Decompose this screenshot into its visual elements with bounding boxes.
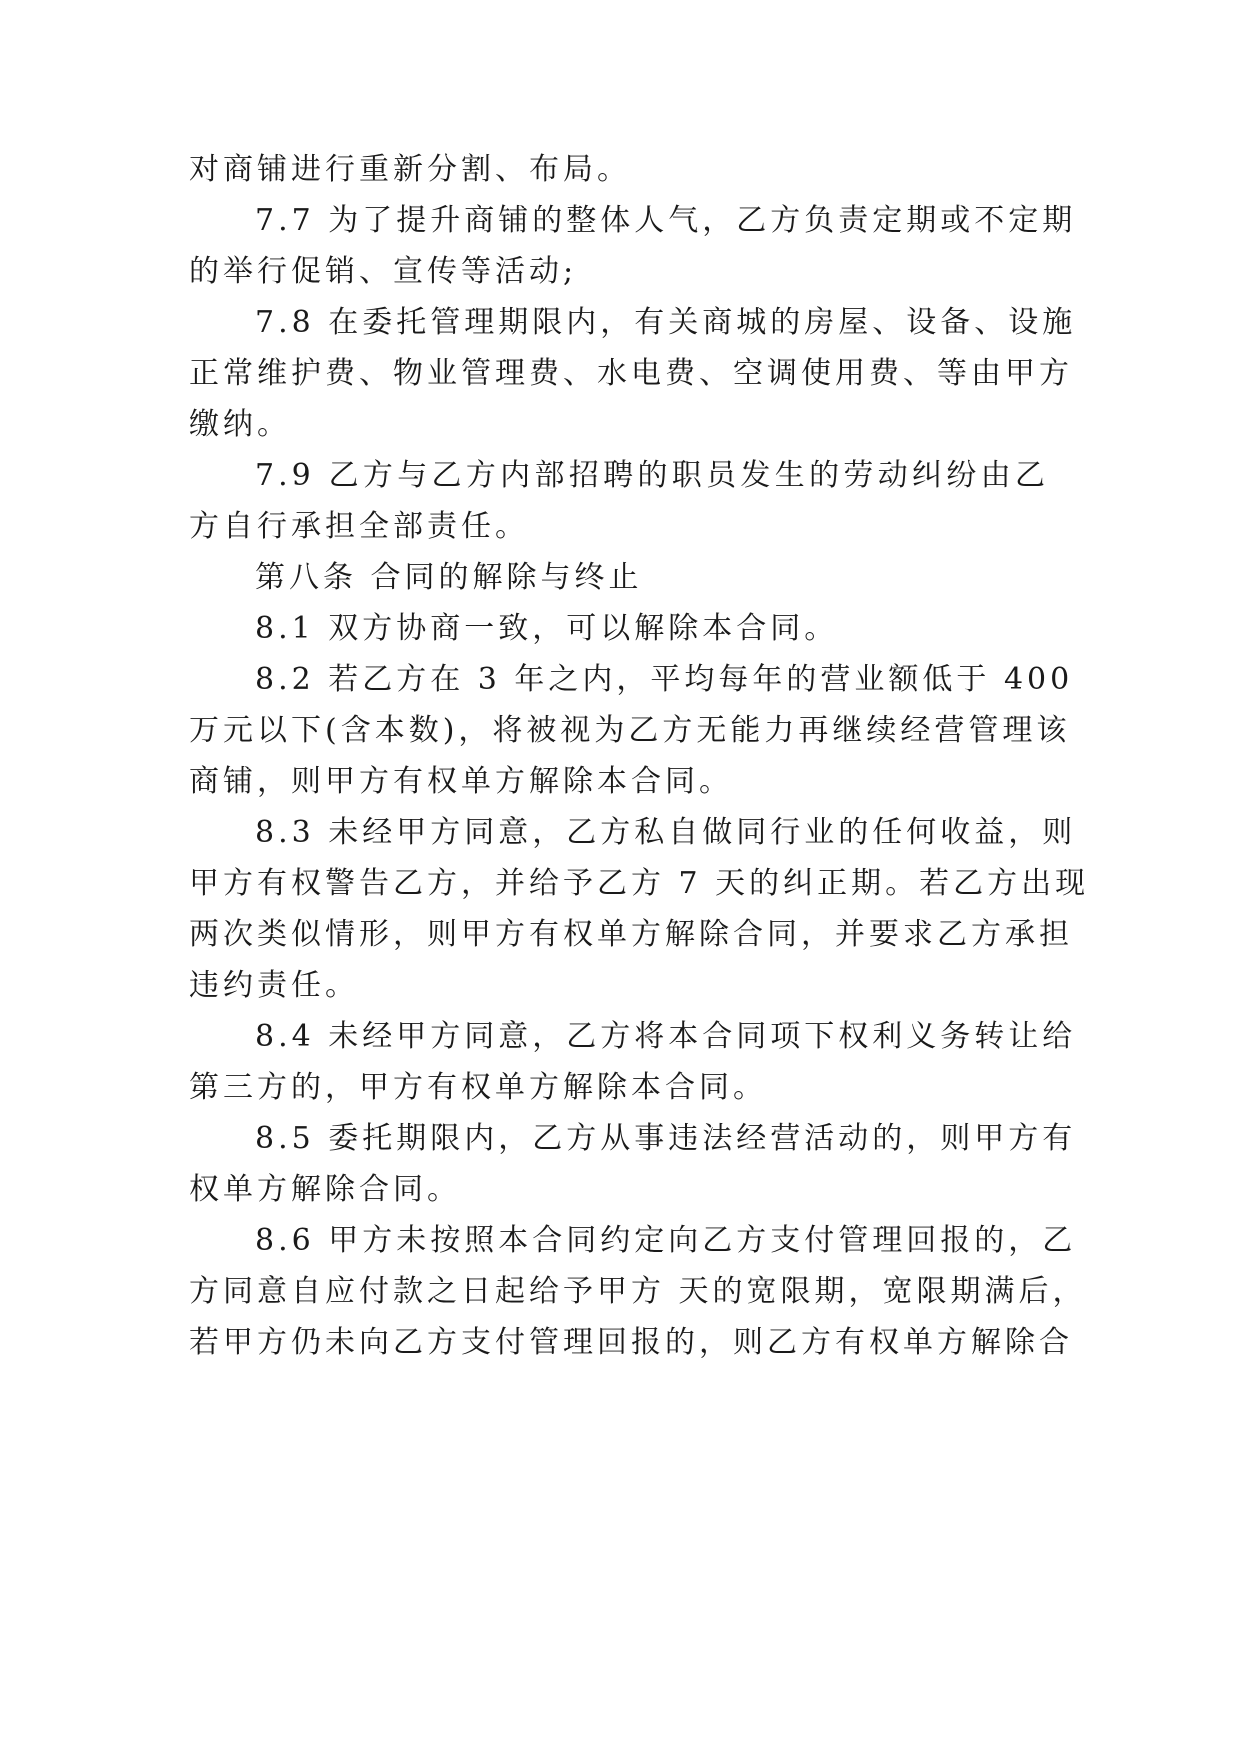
text-line: 7.9 乙方与乙方内部招聘的职员发生的劳动纠纷由乙 [255,458,1049,493]
text-line: 甲方有权警告乙方，并给予乙方 7 天的纠正期。若乙方出现 [189,866,1090,901]
text-line: 8.6 甲方未按照本合同约定向乙方支付管理回报的，乙 [255,1223,1077,1258]
text-line: 7.8 在委托管理期限内，有关商城的房屋、设备、设施 [255,305,1077,340]
text-line: 8.1 双方协商一致，可以解除本合同。 [255,611,839,646]
text-line: 8.2 若乙方在 3 年之内，平均每年的营业额低于 400 [255,662,1074,697]
text-line: 正常维护费、物业管理费、水电费、空调使用费、等由甲方 [189,356,1073,391]
text-line: 第三方的，甲方有权单方解除本合同。 [189,1070,767,1105]
text-line: 方自行承担全部责任。 [189,509,529,544]
text-line: 方同意自应付款之日起给予甲方 天的宽限期，宽限期满后， [189,1274,1087,1309]
text-line: 缴纳。 [189,407,291,442]
text-line: 的举行促销、宣传等活动; [189,254,578,289]
text-line: 若甲方仍未向乙方支付管理回报的，则乙方有权单方解除合 [189,1325,1073,1360]
text-line: 商铺，则甲方有权单方解除本合同。 [189,764,733,799]
text-line: 万元以下(含本数)，将被视为乙方无能力再继续经营管理该 [189,713,1071,748]
text-line: 权单方解除合同。 [189,1172,461,1207]
text-line: 8.4 未经甲方同意，乙方将本合同项下权利义务转让给 [255,1019,1077,1054]
section-heading: 第八条 合同的解除与终止 [255,560,643,595]
text-line: 8.3 未经甲方同意，乙方私自做同行业的任何收益，则 [255,815,1077,850]
text-line: 7.7 为了提升商铺的整体人气，乙方负责定期或不定期 [255,203,1077,238]
text-line: 两次类似情形，则甲方有权单方解除合同，并要求乙方承担 [189,917,1073,952]
text-line: 8.5 委托期限内，乙方从事违法经营活动的，则甲方有 [255,1121,1077,1156]
text-line: 违约责任。 [189,968,359,1003]
text-line: 对商铺进行重新分割、布局。 [189,152,631,187]
